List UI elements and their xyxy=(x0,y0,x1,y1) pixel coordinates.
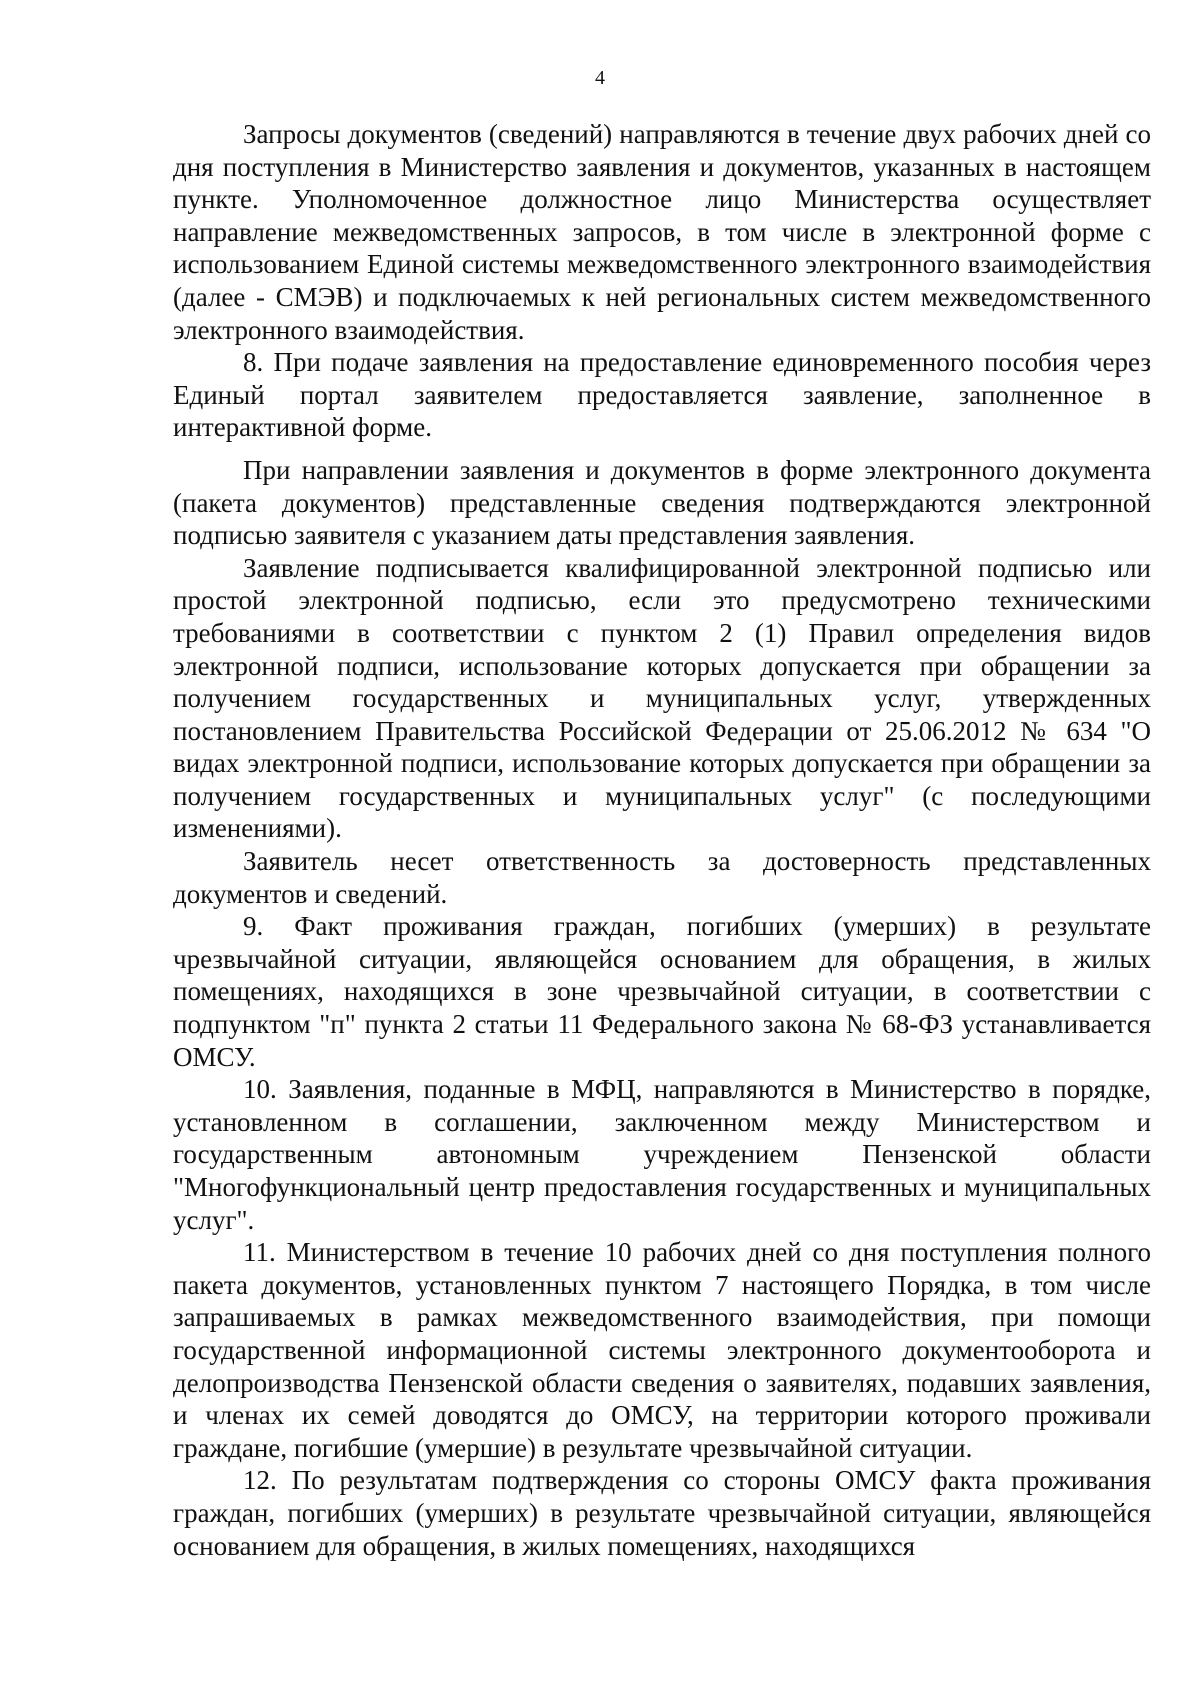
paragraph-requests: Запросы документов (сведений) направляются в течение двух рабочих дней со дня поступления в Министерство заявления и документов, указанных в настоящем пункте. Уполномоченное должностное лицо Министерства осуществляет направление межведомственных запросов, в том числе в электронной форме с использованием Единой системы межведомственного электронного взаимодействия (далее - СМЭВ) и подключаемых к ней региональных систем межведомственного электронного взаимодействия. xyxy=(173,119,1151,345)
paragraph-item-12: 12. По результатам подтверждения со стороны ОМСУ факта проживания граждан, погибших (умерших) в результате чрезвычайной ситуации, являющейся основанием для обращения, в жилых помещениях, находящихся xyxy=(173,1465,1151,1561)
paragraph-responsibility: Заявитель несет ответственность за достоверность представленных документов и сведений. xyxy=(173,846,1151,909)
paragraph-item-9: 9. Факт проживания граждан, погибших (умерших) в результате чрезвычайной ситуации, являющейся основанием для обращения, в жилых помещениях, находящихся в зоне чрезвычайной ситуации, в соответствии с подпунктом "п" пункта 2 статьи 11 Федерального закона № 68-ФЗ устанавливается ОМСУ. xyxy=(173,911,1151,1072)
paragraph-signature: Заявление подписывается квалифицированной электронной подписью или простой электронной подписью, если это предусмотрено техническими требованиями в соответствии с пунктом 2 (1) Правил определения видов электронной подписи, использование которых допускается при обращении за получением государственных и муниципальных услуг, утвержденных постановлением Правительства Российской Федерации от 25.06.2012 № 634 "О видах электронной подписи, использование которых допускается при обращении за получением государственных и муниципальных услуг" (с последующими изменениями). xyxy=(173,552,1151,844)
paragraph-electronic-submission: При направлении заявления и документов в форме электронного документа (пакета документов) представленные сведения подтверждаются электронной подписью заявителя с указанием даты представления заявления. xyxy=(173,454,1151,551)
document-body xyxy=(173,118,1151,1562)
paragraph-item-8: 8. При подаче заявления на предоставление единовременного пособия через Единый портал заявителем предоставляется заявление, заполненное в интерактивной форме. xyxy=(173,347,1151,443)
page-number: 4 xyxy=(595,67,605,89)
paragraph-item-11: 11. Министерством в течение 10 рабочих дней со дня поступления полного пакета документов, установленных пунктом 7 настоящего Порядка, в том числе запрашиваемых в рамках межведомственного взаимодействия, при помощи государственной информационной системы электронного документооборота и делопроизводства Пензенской области сведения о заявителях, подавших заявления, и членах их семей доводятся до ОМСУ, на территории которого проживали граждане, погибшие (умершие) в результате чрезвычайной ситуации. xyxy=(173,1237,1151,1463)
paragraph-item-10: 10. Заявления, поданные в МФЦ, направляются в Министерство в порядке, установленном в соглашении, заключенном между Министерством и государственным автономным учреждением Пензенской области "Многофункциональный центр предоставления государственных и муниципальных услуг". xyxy=(173,1074,1151,1235)
